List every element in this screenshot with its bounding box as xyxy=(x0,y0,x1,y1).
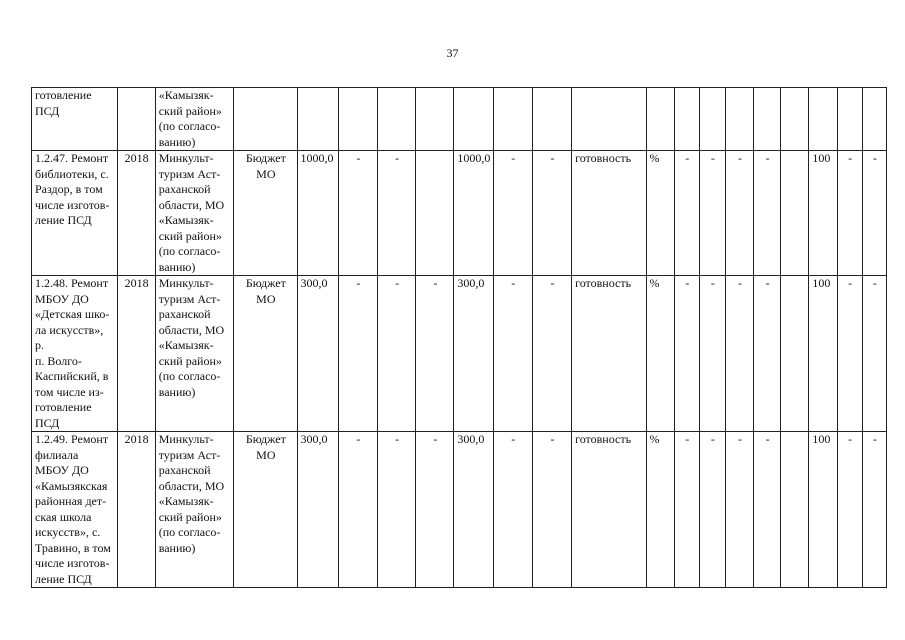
cell-target: - xyxy=(837,432,862,588)
cell-value xyxy=(493,88,532,151)
cell-value: - xyxy=(416,432,454,588)
cell-value: - xyxy=(493,151,532,276)
cell-executor: Минкульт- туризм Аст- раханской области, МО «Камызяк- ский район» (по согласо- ванию) xyxy=(155,276,233,432)
cell-target: - xyxy=(725,432,753,588)
cell-source xyxy=(234,88,297,151)
cell-value: - xyxy=(416,276,454,432)
cell-source: Бюджет МО xyxy=(234,432,297,588)
cell-unit xyxy=(646,88,674,151)
cell-target: - xyxy=(674,432,699,588)
cell-indicator: готовность xyxy=(572,432,646,588)
cell-value xyxy=(416,88,454,151)
cell-value-total: 1000,0 xyxy=(297,151,338,276)
cell-target xyxy=(699,88,725,151)
cell-target: 100 xyxy=(809,432,837,588)
cell-target xyxy=(781,432,809,588)
table-row xyxy=(32,88,887,151)
cell-target xyxy=(781,88,809,151)
cell-indicator xyxy=(572,88,646,151)
cell-target xyxy=(837,88,862,151)
table-row xyxy=(32,276,887,432)
cell-value: 300,0 xyxy=(454,276,493,432)
cell-value xyxy=(532,88,571,151)
cell-target: - xyxy=(837,276,862,432)
cell-target xyxy=(809,88,837,151)
cell-source: Бюджет МО xyxy=(234,151,297,276)
cell-target: - xyxy=(699,276,725,432)
cell-target: - xyxy=(754,276,781,432)
cell-target: - xyxy=(754,151,781,276)
cell-unit: % xyxy=(646,432,674,588)
table-row xyxy=(32,432,887,588)
cell-value xyxy=(416,151,454,276)
cell-target: 100 xyxy=(809,276,837,432)
cell-indicator: готовность xyxy=(572,151,646,276)
cell-target: - xyxy=(725,151,753,276)
cell-value-total: 300,0 xyxy=(297,276,338,432)
cell-value: - xyxy=(338,276,377,432)
cell-target xyxy=(754,88,781,151)
cell-value: - xyxy=(377,151,415,276)
cell-value: - xyxy=(338,151,377,276)
cell-unit: % xyxy=(646,276,674,432)
cell-source: Бюджет МО xyxy=(234,276,297,432)
cell-executor: Минкульт- туризм Аст- раханской области, МО «Камызяк- ский район» (по согласо- ванию) xyxy=(155,432,233,588)
cell-target xyxy=(781,151,809,276)
cell-name: 1.2.49. Ремонт филиала МБОУ ДО «Камызякская районная дет- ская школа искусств», с. Травино, в том числе изготов- ление ПСД xyxy=(32,432,118,588)
cell-value: 300,0 xyxy=(454,432,493,588)
program-table xyxy=(31,87,887,588)
cell-target: - xyxy=(699,432,725,588)
cell-value xyxy=(338,88,377,151)
cell-target: - xyxy=(754,432,781,588)
cell-target: 100 xyxy=(809,151,837,276)
cell-value-total: 300,0 xyxy=(297,432,338,588)
cell-value xyxy=(454,88,493,151)
cell-target xyxy=(725,88,753,151)
cell-target: - xyxy=(725,276,753,432)
cell-year: 2018 xyxy=(117,151,155,276)
cell-target: - xyxy=(699,151,725,276)
cell-year: 2018 xyxy=(117,276,155,432)
cell-indicator: готовность xyxy=(572,276,646,432)
cell-target: - xyxy=(862,432,886,588)
cell-target: - xyxy=(862,151,886,276)
cell-executor: «Камызяк- ский район» (по согласо- ванию) xyxy=(155,88,233,151)
cell-value xyxy=(377,88,415,151)
cell-value: - xyxy=(377,276,415,432)
cell-name: готовление ПСД xyxy=(32,88,118,151)
cell-value-total xyxy=(297,88,338,151)
cell-name: 1.2.48. Ремонт МБОУ ДО «Детская шко- ла искусств», р. п. Волго- Каспийский, в том числе из- готовление ПСД xyxy=(32,276,118,432)
cell-value: - xyxy=(377,432,415,588)
cell-target: - xyxy=(674,151,699,276)
cell-year: 2018 xyxy=(117,432,155,588)
cell-value: - xyxy=(493,432,532,588)
cell-target xyxy=(862,88,886,151)
table-row xyxy=(32,151,887,276)
cell-value: - xyxy=(493,276,532,432)
cell-year xyxy=(117,88,155,151)
cell-target: - xyxy=(837,151,862,276)
cell-name: 1.2.47. Ремонт библиотеки, с. Раздор, в том числе изготов- ление ПСД xyxy=(32,151,118,276)
page-number: 37 xyxy=(446,46,459,60)
cell-unit: % xyxy=(646,151,674,276)
cell-value: - xyxy=(532,151,571,276)
cell-value: - xyxy=(338,432,377,588)
cell-value: - xyxy=(532,276,571,432)
cell-target: - xyxy=(862,276,886,432)
cell-executor: Минкульт- туризм Аст- раханской области, МО «Камызяк- ский район» (по согласо- ванию) xyxy=(155,151,233,276)
cell-value: 1000,0 xyxy=(454,151,493,276)
cell-value: - xyxy=(532,432,571,588)
cell-target: - xyxy=(674,276,699,432)
cell-target xyxy=(674,88,699,151)
cell-target xyxy=(781,276,809,432)
